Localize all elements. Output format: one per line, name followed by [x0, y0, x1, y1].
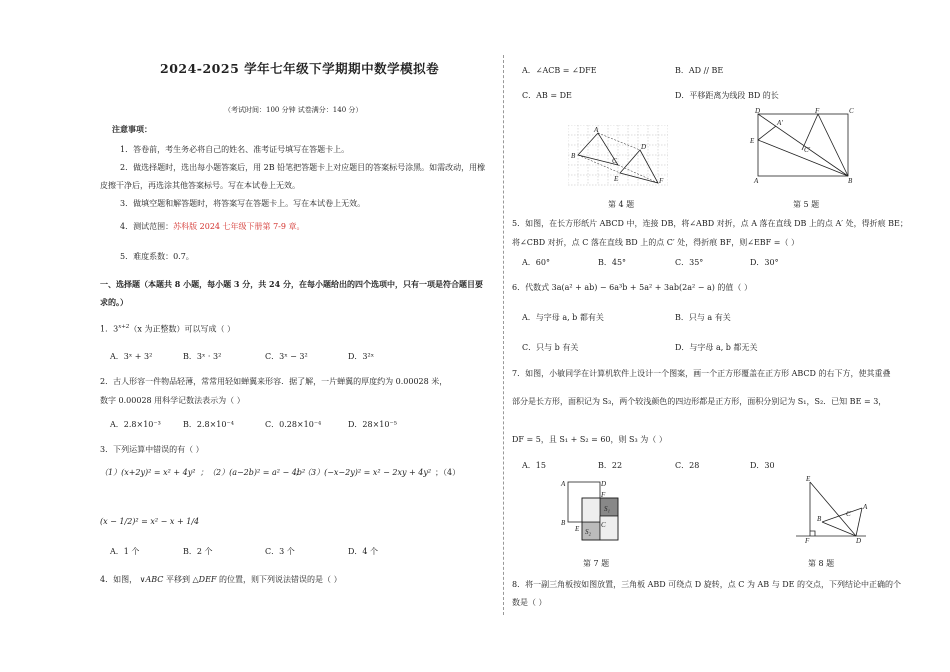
q2-option-b: B．2.8×10⁻⁴ [183, 420, 234, 429]
q8-line-2: 数是（ ） [512, 598, 547, 607]
figure-4-diagram [568, 125, 668, 187]
q8-line-1: 8．将一副三角板按如图放置，三角板 ABD 可绕点 D 旋转，点 C 为 AB 与 DE 的交点，下列结论中正确的个 [512, 580, 902, 589]
figure-4-caption: 第 4 题 [608, 200, 635, 209]
fig5-label-d: D [755, 108, 761, 115]
fig4-label-c: C [612, 157, 617, 165]
q1-option-a: A．3ˣ + 3² [110, 352, 153, 361]
fig7-label-s2: S₂ [585, 528, 591, 536]
note-3: 3．做填空题和解答题时，将答案写在答题卡上。写在本试卷上无效。 [120, 199, 366, 208]
q1-option-d: D．3²ˣ [348, 352, 375, 361]
note-2: 2．做选择题时，选出每小题答案后，用 2B 铅笔把答题卡上对应题目的答案标号涂黑。如需改动，用橡 [120, 163, 486, 172]
q3-item-1: （1）(x+2y)² = x² + 4y² [100, 468, 196, 477]
q3-option-b: B．2 个 [183, 547, 213, 556]
q6-option-b: B．只与 a 有关 [675, 313, 731, 322]
scope-highlight: 苏科版 2024 七年级下册第 7-9 章。 [173, 222, 305, 231]
figure-7-diagram [558, 478, 628, 550]
q5-option-c: C．35° [675, 258, 704, 267]
exam-title: 2024-2025 学年七年级下学期期中数学模拟卷 [160, 61, 440, 76]
q3-item-3: ；（3）(−x−2y)² = x² − 2xy + 4y² [295, 468, 432, 477]
q4-stem-c: 平移到 [165, 575, 190, 584]
q2-line-1: 2．古人形容一件物品轻薄，常常用轻如蝉翼来形容．据了解，一片蝉翼的厚度约为 0.00028 米， [100, 377, 448, 386]
fig7-label-e: E [575, 525, 580, 533]
q1-num: 1．3 [100, 324, 119, 334]
q4-shape-abc: ∨ABC [139, 575, 164, 584]
q4-stem [100, 575, 342, 585]
exam-meta: （考试时间：100 分钟 试卷满分：140 分） [224, 106, 363, 114]
note-1: 1．答卷前，考生务必将自己的姓名、准考证号填写在答题卡上。 [120, 145, 350, 154]
q6-option-d: D．与字母 a, b 都无关 [675, 343, 758, 352]
q6-option-c: C．只与 b 有关 [522, 343, 579, 352]
fig5-label-f: F [815, 108, 820, 115]
fig7-label-a: A [561, 480, 566, 488]
q7-option-c: C．28 [675, 461, 700, 470]
q3-item-4: (x − 1/2)² = x² − x + 1/4 [100, 517, 200, 526]
right-column [510, 0, 908, 672]
q1-rest: （x 为正整数）可以写成（ ） [129, 324, 236, 334]
fig5-label-e: E [750, 137, 755, 145]
fig7-label-f: F [601, 491, 606, 499]
q2-option-d: D．28×10⁻⁵ [348, 420, 397, 429]
fig4-label-f: F [659, 177, 664, 185]
q3-stem: 3．下列运算中错误的有（ ） [100, 445, 204, 454]
q4-stem-a: 4．如图， [100, 575, 138, 584]
q6-option-a: A．与字母 a, b 都有关 [522, 313, 604, 322]
fig8-label-b: B [817, 515, 822, 523]
note-4-label: 4．测试范围： [120, 222, 174, 231]
fig8-label-d: D [856, 537, 862, 545]
q1-exponent: x+2 [118, 324, 130, 330]
q7-option-a: A．15 [522, 461, 546, 470]
q1-option-b: B．3ˣ · 3² [183, 352, 222, 361]
q7-option-b: B．22 [598, 461, 623, 470]
figure-5-diagram [748, 108, 858, 184]
figure-8-diagram [790, 476, 870, 546]
q5-line-2: 将∠CBD 对折，点 C 落在直线 BD 上的点 C′ 处，得折痕 BF，则∠EBF =（ ） [512, 238, 800, 247]
q5-line-1: 5．如图，在长方形纸片 ABCD 中，连接 DB，将∠ABD 对折，点 A 落在直线 DB 上的点 A′ 处，得折痕 BE； [512, 219, 908, 228]
q5-option-a: A．60° [522, 258, 550, 267]
fig7-label-d: D [601, 480, 607, 488]
q3-option-d: D．4 个 [348, 547, 379, 556]
q7-line-2: 部分是长方形，面积记为 S₃，两个较浅颜色的四边形都是正方形，面积分别记为 S₁，S₂．已知 BE = 3， [512, 397, 887, 406]
q6-stem: 6．代数式 3a(a² + ab) − 6a³b + 5a² + 3ab(2a² − a) 的值（ ） [512, 283, 752, 292]
fig8-label-e: E [806, 476, 811, 483]
fig7-label-b: B [561, 519, 566, 527]
q1-stem [100, 322, 235, 335]
fig5-label-c-prime: C′ [804, 146, 811, 154]
note-5: 5．难度系数：0.7。 [120, 252, 194, 261]
left-column [90, 0, 500, 672]
fig8-label-c: C [846, 510, 851, 518]
figure-8-caption: 第 8 题 [808, 559, 835, 568]
note-4 [120, 222, 305, 232]
q4-shape-def: △DEF [192, 575, 217, 584]
section-1-heading-cont: 求的。） [100, 297, 128, 307]
q3-option-a: A．1 个 [110, 547, 140, 556]
q1-option-c: C．3ˣ − 3² [265, 352, 308, 361]
fig4-label-e: E [614, 175, 619, 183]
q7-line-3: DF = 5，且 S₁ + S₂ = 60，则 S₃ 为（ ） [512, 435, 667, 444]
q5-option-b: B．45° [598, 258, 627, 267]
q3-item-2: ；（2）(a−2b)² = a² − 4b² [200, 468, 306, 477]
fig5-label-a-prime: A′ [777, 119, 783, 127]
fig8-label-a: A [863, 503, 868, 511]
figure-5-caption: 第 5 题 [793, 200, 820, 209]
q5-option-d: D．30° [750, 258, 779, 267]
q2-line-2: 数字 0.00028 用科学记数法表示为（ ） [100, 396, 245, 405]
q4-option-a: A．∠ACB = ∠DFE [522, 66, 597, 75]
fig7-label-s1: S₁ [604, 505, 610, 513]
q7-option-d: D．30 [750, 461, 775, 470]
q3-item-4-num: ；（4） [435, 468, 461, 477]
q4-stem-e: 的位置，则下列说法错误的是（ ） [219, 575, 342, 584]
q4-option-c: C．AB = DE [522, 91, 572, 100]
note-2-cont: 皮擦干净后，再选涂其他答案标号。写在本试卷上无效。 [100, 181, 300, 190]
column-divider [503, 55, 504, 615]
q2-option-c: C．0.28×10⁻⁴ [265, 420, 322, 429]
fig5-label-c: C [849, 108, 854, 115]
fig7-label-c: C [601, 521, 606, 529]
fig5-label-a: A [754, 177, 759, 184]
q3-option-c: C．3 个 [265, 547, 295, 556]
figure-7-caption: 第 7 题 [583, 559, 610, 568]
fig4-label-a: A [594, 126, 599, 134]
q2-option-a: A．2.8×10⁻³ [110, 420, 161, 429]
q7-line-1: 7．如图，小敏同学在计算机软件上设计一个图案，画一个正方形覆盖在正方形 ABCD 的右下方，使其重叠 [512, 369, 891, 378]
fig4-label-b: B [571, 152, 576, 160]
fig4-label-d: D [641, 143, 647, 151]
fig8-label-f: F [805, 537, 810, 545]
notes-heading: 注意事项： [112, 124, 152, 134]
q4-option-d: D．平移距离为线段 BD 的长 [675, 91, 779, 100]
section-1-heading: 一、选择题（本题共 8 小题，每小题 3 分，共 24 分，在每小题给出的四个选项中，只有一项是符合题目要 [100, 279, 483, 289]
q4-option-b: B．AD // BE [675, 66, 724, 75]
fig5-label-b: B [848, 177, 853, 184]
